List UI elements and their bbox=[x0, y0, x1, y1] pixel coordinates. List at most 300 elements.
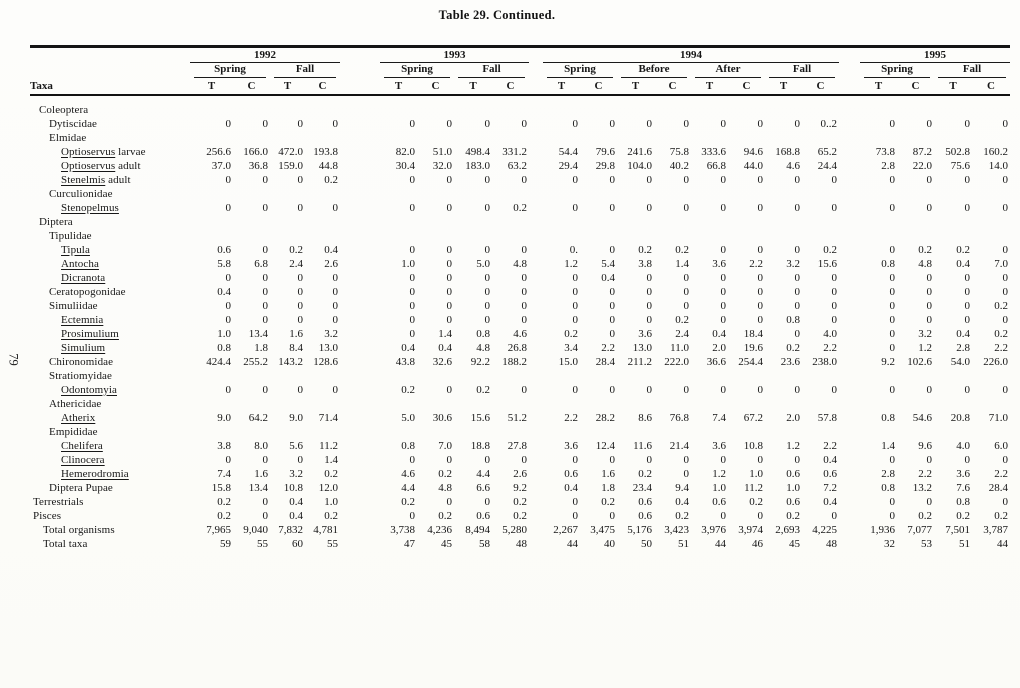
value-cell: 5.0 bbox=[401, 411, 415, 424]
column-gap bbox=[340, 467, 380, 481]
header-spacer bbox=[30, 63, 190, 79]
value-cell bbox=[233, 369, 270, 383]
value-cell bbox=[305, 369, 340, 383]
value-cell: 0 bbox=[794, 271, 800, 284]
value-cell: 0.2 bbox=[324, 173, 338, 186]
value-cell bbox=[580, 215, 617, 229]
value-cell: 0 bbox=[572, 173, 578, 186]
value-cell: 128.6 bbox=[313, 355, 338, 368]
value-cell: 51 bbox=[959, 537, 970, 550]
value-cell: 0 bbox=[609, 383, 615, 396]
column-gap bbox=[839, 327, 860, 341]
value-cell bbox=[580, 397, 617, 411]
value-cell: 2,693 bbox=[775, 523, 800, 536]
value-cell: 188.2 bbox=[502, 355, 527, 368]
value-cell: 7.2 bbox=[823, 481, 837, 494]
value-cell: 45 bbox=[789, 537, 800, 550]
value-cell bbox=[305, 215, 340, 229]
value-cell: 48 bbox=[826, 537, 837, 550]
value-cell bbox=[691, 425, 728, 439]
value-cell: 1.0 bbox=[786, 481, 800, 494]
value-cell: 0 bbox=[609, 453, 615, 466]
taxon-label: Empididae bbox=[49, 425, 98, 438]
value-cell: 0.2 bbox=[638, 467, 652, 480]
value-cell: 28.2 bbox=[595, 411, 615, 424]
column-gap bbox=[839, 299, 860, 313]
value-cell: 0.6 bbox=[476, 509, 490, 522]
subcolumn-header: T bbox=[860, 78, 897, 95]
subcolumn-header: T bbox=[270, 78, 305, 95]
subcolumn-header: T bbox=[934, 78, 972, 95]
value-cell: 0.4 bbox=[675, 495, 689, 508]
value-cell: 0 bbox=[831, 299, 837, 312]
value-cell bbox=[543, 95, 580, 117]
value-cell: 7.0 bbox=[994, 257, 1008, 270]
value-cell: 0 bbox=[1002, 285, 1008, 298]
value-cell: 0 bbox=[757, 299, 763, 312]
value-cell: 8,494 bbox=[465, 523, 490, 536]
value-cell: 1.8 bbox=[601, 481, 615, 494]
value-cell: 0 bbox=[889, 271, 895, 284]
value-cell: 0 bbox=[225, 383, 231, 396]
value-cell: 0 bbox=[964, 117, 970, 130]
column-gap bbox=[839, 523, 860, 537]
column-gap bbox=[529, 159, 543, 173]
value-cell: 0.2 bbox=[956, 509, 970, 522]
table-row bbox=[30, 215, 1010, 229]
value-cell bbox=[728, 215, 765, 229]
value-cell: 0.4 bbox=[564, 481, 578, 494]
value-cell: 71.0 bbox=[988, 411, 1008, 424]
table-row bbox=[30, 201, 1010, 215]
column-gap bbox=[340, 78, 380, 95]
value-cell: 0 bbox=[889, 243, 895, 256]
value-cell: 0 bbox=[646, 117, 652, 130]
value-cell: 0 bbox=[720, 509, 726, 522]
value-cell bbox=[454, 187, 492, 201]
value-cell: 0 bbox=[926, 285, 932, 298]
value-cell: 0 bbox=[831, 271, 837, 284]
subcolumn-header: T bbox=[543, 78, 580, 95]
value-cell: 0 bbox=[1002, 243, 1008, 256]
value-cell: 2.2 bbox=[564, 411, 578, 424]
value-cell bbox=[454, 425, 492, 439]
value-cell: 0.4 bbox=[289, 495, 303, 508]
value-cell: 36.6 bbox=[706, 355, 726, 368]
page-title: Table 29. Continued. bbox=[438, 8, 556, 22]
value-cell: 1.4 bbox=[675, 257, 689, 270]
value-cell: 36.8 bbox=[248, 159, 268, 172]
value-cell: 2.8 bbox=[881, 159, 895, 172]
value-cell bbox=[934, 397, 972, 411]
value-cell: 44 bbox=[997, 537, 1008, 550]
table-row bbox=[30, 299, 1010, 313]
value-cell: 9.4 bbox=[675, 481, 689, 494]
value-cell: 3.6 bbox=[712, 439, 726, 452]
value-cell: 18.8 bbox=[470, 439, 490, 452]
value-cell bbox=[270, 131, 305, 145]
column-gap bbox=[340, 411, 380, 425]
value-cell: 0 bbox=[926, 383, 932, 396]
subcolumn-header: T bbox=[691, 78, 728, 95]
table-row bbox=[30, 187, 1010, 201]
season-label: Spring bbox=[194, 63, 266, 78]
value-cell: 29.4 bbox=[558, 159, 578, 172]
value-cell: 0 bbox=[831, 509, 837, 522]
value-cell: 0 bbox=[332, 117, 338, 130]
value-cell bbox=[765, 369, 802, 383]
value-cell: 0 bbox=[409, 173, 415, 186]
value-cell bbox=[380, 95, 417, 117]
value-cell: 0 bbox=[1002, 383, 1008, 396]
column-gap bbox=[839, 257, 860, 271]
value-cell: 1.6 bbox=[601, 467, 615, 480]
taxon-label: Simulium bbox=[61, 341, 106, 354]
value-cell: 7,077 bbox=[907, 523, 932, 536]
value-cell: 58 bbox=[479, 537, 490, 550]
value-cell: 0 bbox=[521, 243, 527, 256]
value-cell: 4.0 bbox=[823, 327, 837, 340]
value-cell: 0 bbox=[572, 299, 578, 312]
value-cell: 0.2 bbox=[675, 313, 689, 326]
column-gap bbox=[529, 509, 543, 523]
value-cell bbox=[765, 215, 802, 229]
taxon-label: Ectemnia bbox=[61, 313, 104, 326]
value-cell bbox=[802, 215, 839, 229]
value-cell bbox=[417, 397, 454, 411]
value-cell: 44.8 bbox=[318, 159, 338, 172]
value-cell: 159.0 bbox=[278, 159, 303, 172]
column-gap bbox=[529, 411, 543, 425]
value-cell bbox=[691, 369, 728, 383]
value-cell bbox=[233, 229, 270, 243]
value-cell bbox=[934, 187, 972, 201]
value-cell bbox=[617, 369, 654, 383]
table-row bbox=[30, 397, 1010, 411]
value-cell: 0 bbox=[964, 173, 970, 186]
value-cell: 23.4 bbox=[632, 481, 652, 494]
column-gap bbox=[839, 271, 860, 285]
value-cell: 0 bbox=[225, 173, 231, 186]
value-cell: 0 bbox=[225, 299, 231, 312]
value-cell: 0 bbox=[683, 299, 689, 312]
column-gap bbox=[529, 369, 543, 383]
value-cell: 4.4 bbox=[401, 481, 415, 494]
value-cell bbox=[454, 229, 492, 243]
value-cell bbox=[934, 215, 972, 229]
value-cell bbox=[802, 369, 839, 383]
table-row bbox=[30, 453, 1010, 467]
value-cell bbox=[454, 369, 492, 383]
value-cell: 13.0 bbox=[318, 341, 338, 354]
value-cell bbox=[728, 131, 765, 145]
value-cell: 0.4 bbox=[956, 257, 970, 270]
table-row bbox=[30, 117, 1010, 131]
value-cell: 82.0 bbox=[395, 145, 415, 158]
value-cell: 0 bbox=[409, 243, 415, 256]
value-cell bbox=[190, 215, 233, 229]
value-cell: 0.8 bbox=[881, 257, 895, 270]
value-cell: 0.2 bbox=[513, 495, 527, 508]
column-gap bbox=[340, 523, 380, 537]
value-cell: 0 bbox=[262, 285, 268, 298]
column-gap bbox=[340, 257, 380, 271]
column-gap bbox=[340, 243, 380, 257]
subcolumn-header: C bbox=[654, 78, 691, 95]
value-cell bbox=[617, 187, 654, 201]
taxon-label: Curculionidae bbox=[49, 187, 113, 200]
subcolumn-header: C bbox=[305, 78, 340, 95]
column-gap bbox=[529, 145, 543, 159]
value-cell: 26.8 bbox=[507, 341, 527, 354]
table-row bbox=[30, 383, 1010, 397]
value-cell: 30.4 bbox=[395, 159, 415, 172]
column-gap bbox=[839, 145, 860, 159]
value-cell: 0 bbox=[572, 201, 578, 214]
value-cell bbox=[728, 425, 765, 439]
season-label: Fall bbox=[938, 63, 1006, 78]
value-cell: 15.8 bbox=[211, 481, 231, 494]
value-cell: 0 bbox=[572, 271, 578, 284]
column-gap bbox=[340, 509, 380, 523]
value-cell: 0 bbox=[297, 173, 303, 186]
value-cell: 66.8 bbox=[706, 159, 726, 172]
value-cell bbox=[934, 369, 972, 383]
column-gap bbox=[839, 425, 860, 439]
value-cell: 0 bbox=[409, 201, 415, 214]
value-cell: 0 bbox=[831, 313, 837, 326]
value-cell bbox=[543, 187, 580, 201]
value-cell: 0 bbox=[926, 173, 932, 186]
value-cell: 55 bbox=[327, 537, 338, 550]
value-cell: 0.4 bbox=[823, 453, 837, 466]
column-gap bbox=[529, 229, 543, 243]
value-cell: 8.6 bbox=[638, 411, 652, 424]
value-cell bbox=[860, 187, 897, 201]
value-cell: 0 bbox=[889, 327, 895, 340]
column-gap bbox=[340, 117, 380, 131]
value-cell bbox=[190, 425, 233, 439]
column-gap bbox=[839, 187, 860, 201]
taxon-label: Coleoptera bbox=[39, 103, 89, 116]
value-cell: 0.2 bbox=[994, 299, 1008, 312]
value-cell: 2.2 bbox=[994, 467, 1008, 480]
value-cell: 0 bbox=[297, 285, 303, 298]
value-cell: 0 bbox=[757, 383, 763, 396]
value-cell bbox=[972, 369, 1010, 383]
year-header: 1994 bbox=[543, 47, 839, 63]
column-gap bbox=[340, 187, 380, 201]
value-cell: 211.2 bbox=[627, 355, 652, 368]
value-cell bbox=[860, 425, 897, 439]
value-cell: 0 bbox=[262, 495, 268, 508]
value-cell: 10.8 bbox=[283, 481, 303, 494]
taxon-label: Dytiscidae bbox=[49, 117, 98, 130]
value-cell bbox=[270, 397, 305, 411]
value-cell: 0 bbox=[446, 383, 452, 396]
value-cell: 0 bbox=[409, 313, 415, 326]
value-cell: 0.6 bbox=[564, 467, 578, 480]
value-cell: 0 bbox=[521, 383, 527, 396]
value-cell: 0 bbox=[446, 313, 452, 326]
value-cell: 37.0 bbox=[211, 159, 231, 172]
year-header: 1992 bbox=[190, 47, 340, 63]
value-cell: 0 bbox=[720, 313, 726, 326]
table-row bbox=[30, 173, 1010, 187]
value-cell bbox=[802, 187, 839, 201]
value-cell: 0 bbox=[521, 299, 527, 312]
value-cell bbox=[728, 95, 765, 117]
column-gap bbox=[340, 439, 380, 453]
column-gap bbox=[529, 271, 543, 285]
column-gap bbox=[340, 397, 380, 411]
subcolumn-header: T bbox=[454, 78, 492, 95]
value-cell bbox=[233, 95, 270, 117]
value-cell bbox=[417, 215, 454, 229]
value-cell: 0 bbox=[572, 117, 578, 130]
value-cell bbox=[305, 397, 340, 411]
table-row bbox=[30, 243, 1010, 257]
value-cell: 13.4 bbox=[248, 481, 268, 494]
value-cell: 5.4 bbox=[601, 257, 615, 270]
value-cell: 222.0 bbox=[664, 355, 689, 368]
value-cell: 0.6 bbox=[217, 243, 231, 256]
value-cell bbox=[617, 215, 654, 229]
column-gap bbox=[529, 95, 543, 117]
value-cell: 3.6 bbox=[638, 327, 652, 340]
value-cell: 60 bbox=[292, 537, 303, 550]
value-cell: 13.4 bbox=[248, 327, 268, 340]
column-gap bbox=[839, 215, 860, 229]
value-cell: 0.2 bbox=[438, 509, 452, 522]
value-cell: 0 bbox=[484, 271, 490, 284]
value-cell bbox=[305, 95, 340, 117]
column-gap bbox=[529, 201, 543, 215]
value-cell: 30.6 bbox=[432, 411, 452, 424]
value-cell: 0 bbox=[262, 313, 268, 326]
value-cell bbox=[691, 131, 728, 145]
value-cell bbox=[233, 215, 270, 229]
value-cell: 4.8 bbox=[476, 341, 490, 354]
value-cell bbox=[897, 425, 934, 439]
value-cell: 0 bbox=[720, 243, 726, 256]
column-gap bbox=[529, 257, 543, 271]
value-cell bbox=[802, 229, 839, 243]
value-cell: 6.6 bbox=[476, 481, 490, 494]
value-cell bbox=[580, 229, 617, 243]
value-cell bbox=[543, 397, 580, 411]
value-cell: 0 bbox=[484, 453, 490, 466]
value-cell: 3,423 bbox=[664, 523, 689, 536]
value-cell bbox=[417, 187, 454, 201]
value-cell: 8.0 bbox=[254, 439, 268, 452]
value-cell: 0 bbox=[757, 285, 763, 298]
value-cell: 3.8 bbox=[217, 439, 231, 452]
season-header bbox=[270, 63, 340, 79]
value-cell: 59 bbox=[220, 537, 231, 550]
value-cell: 0 bbox=[609, 327, 615, 340]
taxon-label: Dicranota bbox=[61, 271, 106, 284]
value-cell bbox=[897, 131, 934, 145]
value-cell bbox=[543, 131, 580, 145]
value-cell bbox=[802, 425, 839, 439]
value-cell bbox=[860, 131, 897, 145]
column-gap bbox=[529, 243, 543, 257]
value-cell: 0 bbox=[262, 383, 268, 396]
season-header bbox=[934, 63, 1010, 79]
value-cell: 0.2 bbox=[956, 243, 970, 256]
value-cell: 0 bbox=[683, 173, 689, 186]
value-cell: 0 bbox=[225, 313, 231, 326]
value-cell: 3,738 bbox=[390, 523, 415, 536]
value-cell: 9.0 bbox=[217, 411, 231, 424]
season-header bbox=[454, 63, 529, 79]
table-row bbox=[30, 95, 1010, 117]
value-cell: 4.6 bbox=[401, 467, 415, 480]
value-cell bbox=[617, 397, 654, 411]
value-cell: 0.6 bbox=[638, 509, 652, 522]
value-cell bbox=[270, 425, 305, 439]
subcolumn-header: T bbox=[617, 78, 654, 95]
value-cell: 15.6 bbox=[470, 411, 490, 424]
value-cell bbox=[190, 369, 233, 383]
value-cell: 0 bbox=[720, 285, 726, 298]
value-cell: 1.0 bbox=[401, 257, 415, 270]
value-cell: 51.0 bbox=[432, 145, 452, 158]
value-cell: 2.2 bbox=[994, 341, 1008, 354]
value-cell: 7,965 bbox=[206, 523, 231, 536]
value-cell: 102.6 bbox=[907, 355, 932, 368]
column-gap bbox=[529, 78, 543, 95]
value-cell: 3.4 bbox=[564, 341, 578, 354]
value-cell: 76.8 bbox=[669, 411, 689, 424]
value-cell: 3.6 bbox=[564, 439, 578, 452]
value-cell: 0 bbox=[794, 383, 800, 396]
value-cell bbox=[380, 369, 417, 383]
column-gap bbox=[529, 383, 543, 397]
value-cell: 8.4 bbox=[289, 341, 303, 354]
column-gap bbox=[839, 117, 860, 131]
value-cell bbox=[897, 369, 934, 383]
value-cell: 0 bbox=[1002, 495, 1008, 508]
value-cell: 63.2 bbox=[507, 159, 527, 172]
value-cell: 0 bbox=[964, 285, 970, 298]
value-cell: 5.6 bbox=[289, 439, 303, 452]
value-cell bbox=[417, 95, 454, 117]
season-header bbox=[617, 63, 691, 79]
value-cell: 18.4 bbox=[743, 327, 763, 340]
value-cell: 0 bbox=[757, 117, 763, 130]
value-cell bbox=[897, 215, 934, 229]
column-gap bbox=[529, 215, 543, 229]
value-cell bbox=[305, 229, 340, 243]
column-gap bbox=[839, 159, 860, 173]
value-cell bbox=[728, 187, 765, 201]
value-cell: 0 bbox=[446, 299, 452, 312]
season-label: After bbox=[695, 63, 761, 78]
value-cell: 44.0 bbox=[743, 159, 763, 172]
value-cell bbox=[417, 369, 454, 383]
column-gap bbox=[340, 327, 380, 341]
taxon-label: Tipulidae bbox=[49, 229, 92, 242]
value-cell: 0 bbox=[757, 201, 763, 214]
value-cell: 0 bbox=[1002, 173, 1008, 186]
taxon-label: Simuliidae bbox=[49, 299, 98, 312]
value-cell: 0.4 bbox=[324, 243, 338, 256]
value-cell: 53 bbox=[921, 537, 932, 550]
taxon-label: Elmidae bbox=[49, 131, 87, 144]
season-header bbox=[380, 63, 454, 79]
